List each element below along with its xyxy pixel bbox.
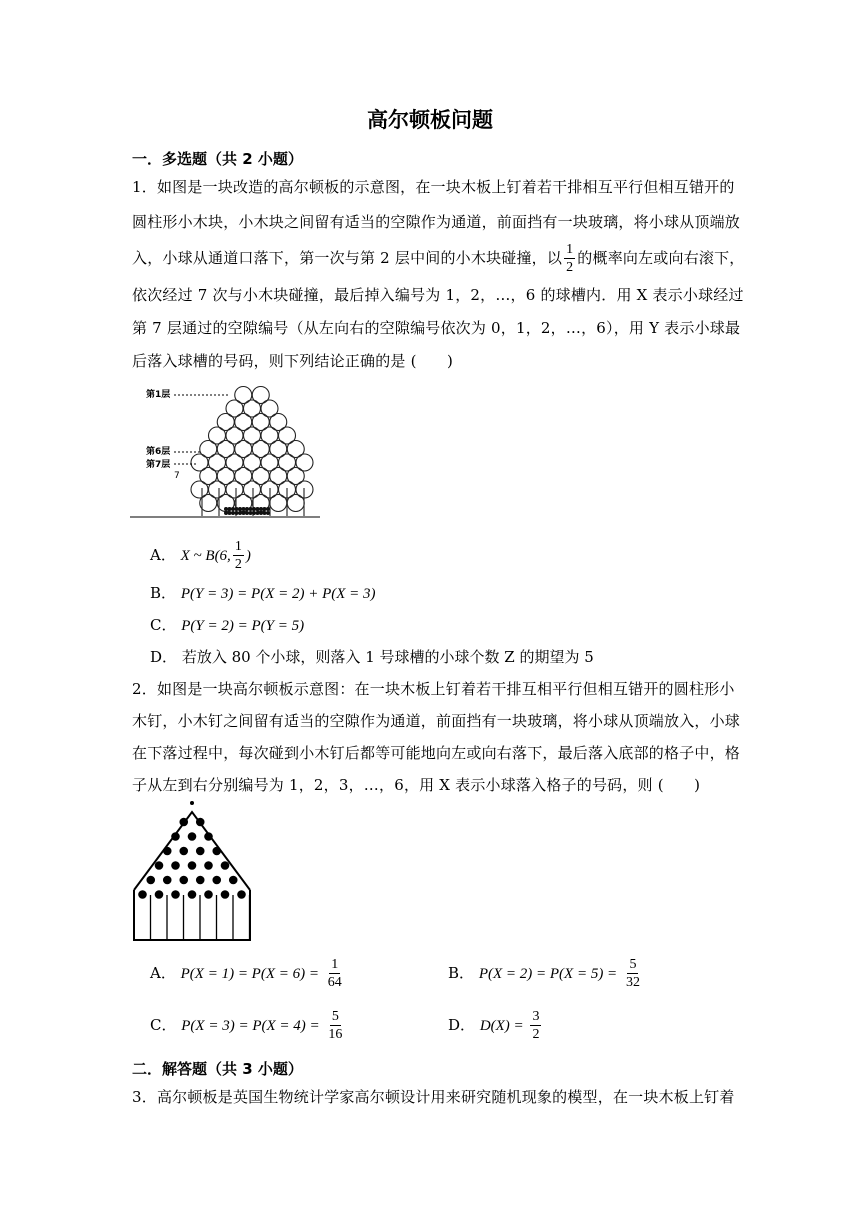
q1-option-c[interactable]: C． P(Y = 2) = P(Y = 5) (150, 616, 305, 634)
collected-ball (238, 507, 242, 511)
q1-line-6: 后落入球槽的号码，则下列结论正确的是 ( ) (132, 352, 454, 370)
q2-option-c-fraction: $\frac{5}{16}$ (328, 1009, 343, 1042)
collected-ball (224, 511, 228, 515)
layer-6-label: 第6层 (146, 447, 171, 457)
q2-option-d[interactable]: D． D(X) = $\frac{3}{2}$ (448, 1009, 540, 1042)
collected-ball (228, 507, 232, 511)
q2-option-a-math: P(X = 1) = P(X = 6) = (180, 966, 319, 982)
peg (212, 847, 221, 856)
collected-ball (235, 507, 239, 511)
q1-galton-board-figure (130, 378, 320, 520)
peg (171, 832, 180, 841)
collected-ball (238, 511, 242, 515)
peg (188, 890, 197, 899)
peg (179, 847, 188, 856)
q2-option-b-fraction: $\frac{5}{32}$ (625, 957, 640, 990)
collected-ball (259, 507, 263, 511)
q2-option-a[interactable]: A． P(X = 1) = P(X = 6) = $\frac{1}{64}$ (150, 957, 342, 990)
q1-option-b-math: P(Y = 3) = P(X = 2) + P(X = 3) (180, 586, 376, 602)
peg (237, 890, 246, 899)
peg (163, 876, 172, 885)
q1-option-a-math: X ~ B(6, (180, 548, 231, 564)
ball (190, 801, 194, 805)
q1-line-4: 依次经过 7 次与小木块碰撞，最后掉入编号为 1，2，…，6 的球槽内．用 X 表示小球经过 (132, 286, 744, 304)
peg (179, 876, 188, 885)
peg (146, 876, 155, 885)
q1-line-5: 第 7 层通过的空隙编号（从左向右的空隙编号依次为 0，1，2，…，6），用 Y 表示小球最 (132, 319, 741, 337)
collected-ball (256, 511, 260, 515)
collected-ball (228, 511, 232, 515)
peg (163, 847, 172, 856)
peg (138, 890, 147, 899)
peg (221, 890, 230, 899)
q2-option-d-math: D(X) = (479, 1018, 524, 1034)
q2-option-c[interactable]: C． P(X = 3) = P(X = 4) = $\frac{5}{16}$ (150, 1009, 343, 1042)
collected-ball (259, 511, 263, 515)
q2-line-3: 在下落过程中，每次碰到小木钉后都等可能地向左或向右落下，最后落入底部的格子中，格 (132, 744, 741, 762)
collected-ball (224, 507, 228, 511)
layer-7-label: 第7层 (146, 460, 171, 470)
section-heading-answer: 二．解答题（共 3 小题） (132, 1060, 303, 1078)
peg (171, 861, 180, 870)
q1-option-a[interactable]: A． X ~ B(6, $\frac{1}{2}$ ) (150, 539, 251, 572)
collected-ball (266, 507, 270, 511)
collected-ball (245, 507, 249, 511)
peg (196, 818, 205, 827)
peg (196, 847, 205, 856)
peg (229, 876, 238, 885)
q1-line-3-text: 入，小球从通道口落下，第一次与第 2 层中间的小木块碰撞，以 (132, 249, 563, 267)
page-title: 高尔顿板问题 (367, 108, 493, 132)
peg (204, 861, 213, 870)
collected-ball (256, 507, 260, 511)
q2-galton-board-figure (130, 798, 254, 944)
collected-ball (245, 511, 249, 515)
collected-ball (242, 507, 246, 511)
collected-ball (249, 507, 253, 511)
peg (179, 818, 188, 827)
collected-ball (252, 511, 256, 515)
q1-fraction: $\frac{1}{2}$ (566, 242, 574, 275)
peg (188, 861, 197, 870)
peg (212, 876, 221, 885)
collected-ball (266, 511, 270, 515)
section-heading-multiple-choice: 一．多选题（共 2 小题） (132, 150, 303, 168)
collected-ball (235, 511, 239, 515)
q2-line-2: 木钉，小木钉之间留有适当的空隙作为通道，前面挡有一块玻璃，将小球从顶端放入，小球 (132, 712, 741, 730)
peg (188, 832, 197, 841)
q2-option-a-fraction: $\frac{1}{64}$ (327, 957, 342, 990)
q2-option-b[interactable]: B． P(X = 2) = P(X = 5) = $\frac{5}{32}$ (448, 957, 640, 990)
peg (155, 890, 164, 899)
q1-line-3 (132, 242, 745, 275)
q1-line-3-text-end: 的概率向左或向右滚下， (577, 249, 745, 267)
peg (204, 832, 213, 841)
peg (196, 876, 205, 885)
q1-option-a-fraction: $\frac{1}{2}$ (234, 539, 242, 572)
q1-option-d[interactable]: D． 若放入 80 个小球，则落入 1 号球槽的小球个数 Z 的期望为 5 (150, 648, 594, 666)
q2-line-1: 2．如图是一块高尔顿板示意图：在一块木板上钉着若干排互相平行但相互错开的圆柱形小 (132, 680, 735, 698)
slot-dividers-q2 (134, 895, 250, 940)
peg (155, 861, 164, 870)
layer-1-label: 第1层 (146, 390, 171, 400)
collected-ball (263, 511, 267, 515)
collected-ball (231, 511, 235, 515)
q2-option-d-fraction: $\frac{3}{2}$ (532, 1009, 540, 1042)
wooden-peg (287, 495, 304, 512)
collected-ball (252, 507, 256, 511)
q3-line-1: 3．高尔顿板是英国生物统计学家高尔顿设计用来研究随机现象的模型，在一块木板上钉着 (132, 1088, 735, 1106)
q1-line-2: 圆柱形小木块，小木块之间留有适当的空隙作为通道，前面挡有一块玻璃，将小球从顶端放 (132, 213, 741, 231)
q2-option-b-math: P(X = 2) = P(X = 5) = (478, 966, 618, 982)
galton-pegs-q1 (191, 387, 313, 512)
wooden-peg (270, 495, 287, 512)
collected-ball (249, 511, 253, 515)
collected-ball (263, 507, 267, 511)
q2-option-c-math: P(X = 3) = P(X = 4) = (181, 1018, 320, 1034)
galton-pegs-q2 (138, 801, 246, 899)
gap-label: 7 (174, 471, 180, 481)
q1-line-1: 1．如图是一块改造的高尔顿板的示意图，在一块木板上钉着若干排相互平行但相互错开的 (132, 178, 735, 196)
q1-option-c-math: P(Y = 2) = P(Y = 5) (181, 618, 305, 634)
q1-option-d-text: 若放入 80 个小球，则落入 1 号球槽的小球个数 Z 的期望为 5 (181, 648, 594, 666)
peg (204, 890, 213, 899)
collected-ball (242, 511, 246, 515)
q1-option-b[interactable]: B． P(Y = 3) = P(X = 2) + P(X = 3) (150, 584, 376, 602)
peg (221, 861, 230, 870)
q2-line-4: 子从左到右分别编号为 1，2，3，…，6，用 X 表示小球落入格子的号码，则 ( ) (132, 776, 701, 794)
peg (171, 890, 180, 899)
collected-ball (231, 507, 235, 511)
